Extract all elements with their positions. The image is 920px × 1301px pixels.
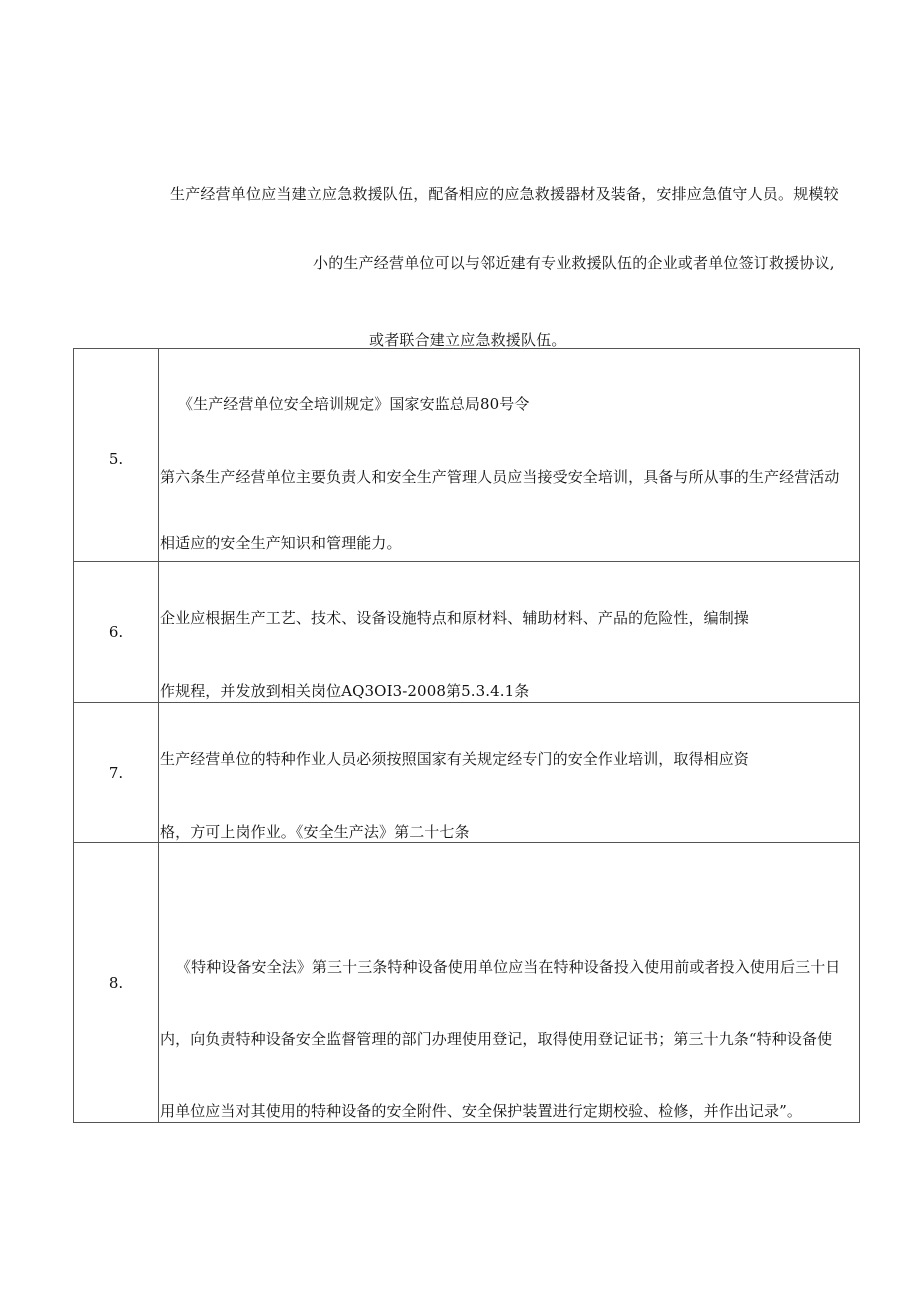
intro-line-3: 或者联合建立应急救援队伍。 [369, 331, 567, 349]
row-text-line: 《生产经营单位安全培训规定》国家安监总局80号令 [178, 395, 530, 413]
row-divider [74, 561, 859, 562]
row-divider [74, 842, 859, 843]
column-divider [158, 349, 159, 1122]
row-number: 8. [108, 974, 124, 992]
row-text-line: 《特种设备安全法》第三十三条特种设备使用单位应当在特种设备投入使用前或者投入使用后三十日 [176, 958, 841, 976]
row-number: 7. [108, 764, 124, 782]
row-text-line: 格，方可上岗作业。《安全生产法》第二十七条 [160, 823, 470, 841]
row-text-line: 第六条生产经营单位主要负责人和安全生产管理人员应当接受安全培训，具备与所从事的生产经营活动 [160, 468, 840, 486]
row-number: 6. [108, 623, 124, 641]
intro-line-2: 小的生产经营单位可以与邻近建有专业救援队伍的企业或者单位签订救援协议, [313, 254, 835, 272]
regulation-table [73, 348, 860, 1123]
row-text-line: 作规程，并发放到相关岗位AQ3OI3-2008第5.3.4.1条 [160, 682, 530, 700]
intro-line-1: 生产经营单位应当建立应急救援队伍，配备相应的应急救援器材及装备，安排应急值守人员。规模较 [170, 185, 839, 203]
row-text-line: 相适应的安全生产知识和管理能力。 [160, 534, 402, 552]
row-text-line: 企业应根据生产工艺、技术、设备设施特点和原材料、辅助材料、产品的危险性，编制操 [160, 609, 749, 627]
row-text-line: 用单位应当对其使用的特种设备的安全附件、安全保护装置进行定期校验、检修，并作出记录”。 [160, 1102, 802, 1120]
row-text-line: 内，向负责特种设备安全监督管理的部门办理使用登记，取得使用登记证书；第三十九条“特种设备使 [160, 1030, 833, 1048]
row-text-line: 生产经营单位的特种作业人员必须按照国家有关规定经专门的安全作业培训，取得相应资 [160, 750, 749, 768]
row-number: 5. [108, 450, 124, 468]
row-divider [74, 702, 859, 703]
